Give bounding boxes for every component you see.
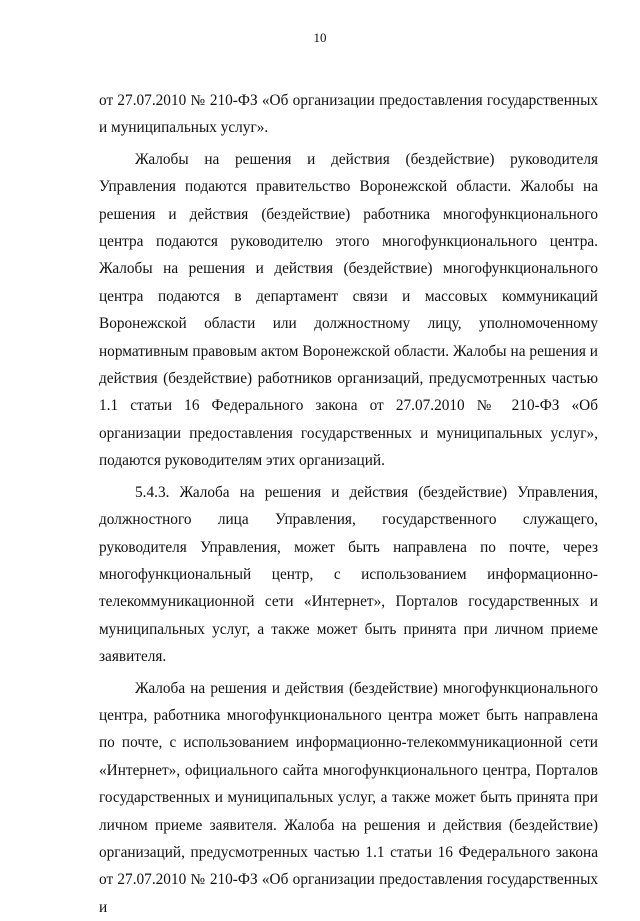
paragraph-5-4-3: 5.4.3. Жалоба на решения и действия (бездействие) Управления, должностного лица Управления, государственного служащего, руководителя Управления, может быть направлена по почте, через многофункциональный центр, с использованием информационно-телекоммуникационной сети «Интернет», Порталов государственных и муниципальных услуг, а также может быть принята при личном приеме заявителя.: [99, 483, 598, 666]
page-number: 10: [313, 30, 327, 45]
paragraph-continuation: от 27.07.2010 № 210-ФЗ «Об организации предоставления государственных и муниципальных услуг».: [99, 92, 598, 137]
paragraph-complaints-submission: Жалобы на решения и действия (бездействие) руководителя Управления подаются правительство Воронежской области. Жалобы на решения и действия (бездействие) работника многофункционального центра подаются руководителю этого многофункционального центра. Жалобы на решения и действия (бездействие) многофункционального центра подаются в департамент связи и массовых коммуникаций Воронежской области или должностному лицу, уполномоченному нормативным правовым актом Воронежской области. Жалобы на решения и действия (бездействие) работников организаций, предусмотренных частью 1.1 статьи 16 Федерального закона от 27.07.2010 № 210-ФЗ «Об организации предоставления государственных и муниципальных услуг», подаются руководителям этих организаций.: [99, 150, 598, 470]
document-body: [99, 87, 598, 921]
paragraph-mfc-complaints: Жалоба на решения и действия (бездействие) многофункционального центра, работника многофункционального центра может быть направлена по почте, с использованием информационно-телекоммуникационной сети «Интернет», официального сайта многофункционального центра, Порталов государственных и муниципальных услуг, а также может быть принята при личном приеме заявителя. Жалоба на решения и действия (бездействие) организаций, предусмотренных частью 1.1 статьи 16 Федерального закона от 27.07.2010 № 210-ФЗ «Об организации предоставления государственных и: [99, 679, 598, 916]
